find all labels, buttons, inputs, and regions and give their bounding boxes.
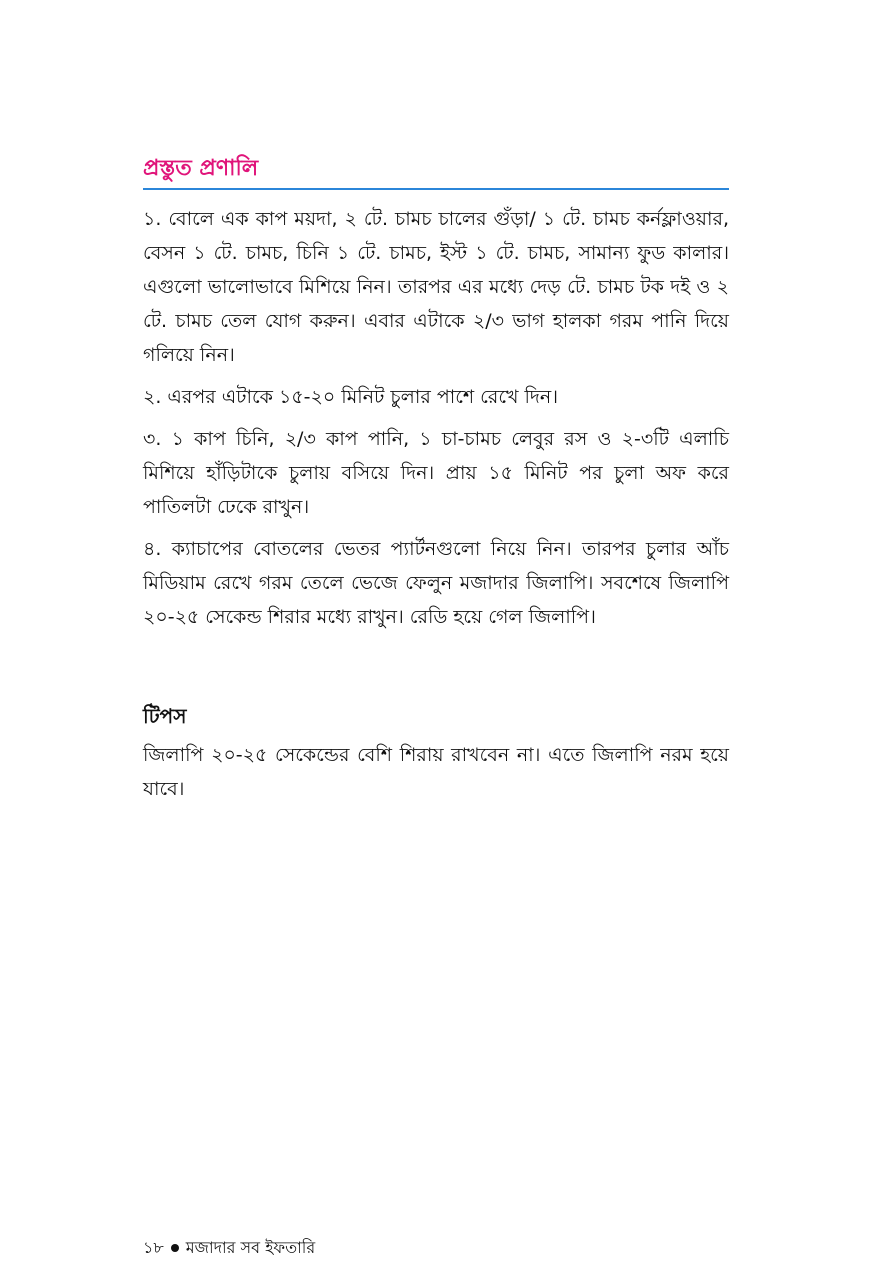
- heading-divider: [143, 188, 729, 190]
- step-paragraph: ২. এরপর এটাকে ১৫-২০ মিনিট চুলার পাশে রেখে দিন।: [143, 386, 559, 408]
- section-heading: প্রস্তুত প্রণালি: [143, 156, 259, 181]
- book-title: মজাদার সব ইফতারি: [185, 1238, 316, 1257]
- step-paragraph: ৪. ক্যাচাপের বোতলের ভেতর প্যার্টনগুলো নিয়ে নিন। তারপর চুলার আঁচ মিডিয়াম রেখে গরম তেলে ভেজে ফেলুন মজাদার জিলাপি। সবশেষে জিলাপি ২০-২৫ সেকেন্ড শিরার মধ্যে রাখুন। রেডি হয়ে গেল জিলাপি।: [143, 538, 729, 628]
- step-paragraph: ১. বোলে এক কাপ ময়দা, ২ টে. চামচ চালের গুঁড়া/ ১ টে. চামচ কর্নফ্লাওয়ার, বেসন ১ টে. চামচ, চিনি ১ টে. চামচ, ইস্ট ১ টে. চামচ, সামান্য ফুড কালার। এগুলো ভালোভাবে মিশিয়ে নিন। তারপর এর মধ্যে দেড় টে. চামচ টক দই ও ২ টে. চামচ তেল যোগ করুন। এবার এটাকে ২/৩ ভাগ হালকা গরম পানি দিয়ে গলিয়ে নিন।: [143, 208, 729, 366]
- tips-heading: টিপস: [143, 704, 187, 728]
- steps-list: [143, 202, 729, 642]
- bullet-separator: [171, 1244, 179, 1252]
- tips-text: জিলাপি ২০-২৫ সেকেন্ডের বেশি শিরায় রাখবেন না। এতে জিলাপি নরম হয়ে যাবে।: [143, 744, 729, 800]
- page-number: ১৮: [143, 1238, 164, 1257]
- step-paragraph: ৩. ১ কাপ চিনি, ২/৩ কাপ পানি, ১ চা-চামচ লেবুর রস ও ২-৩টি এলাচি মিশিয়ে হাঁড়িটাকে চুলায় বসিয়ে দিন। প্রায় ১৫ মিনিট পর চুলা অফ করে পাতিলটা ঢেকে রাখুন।: [143, 428, 729, 518]
- document-page: [143, 0, 729, 1270]
- page-footer: [143, 1236, 315, 1260]
